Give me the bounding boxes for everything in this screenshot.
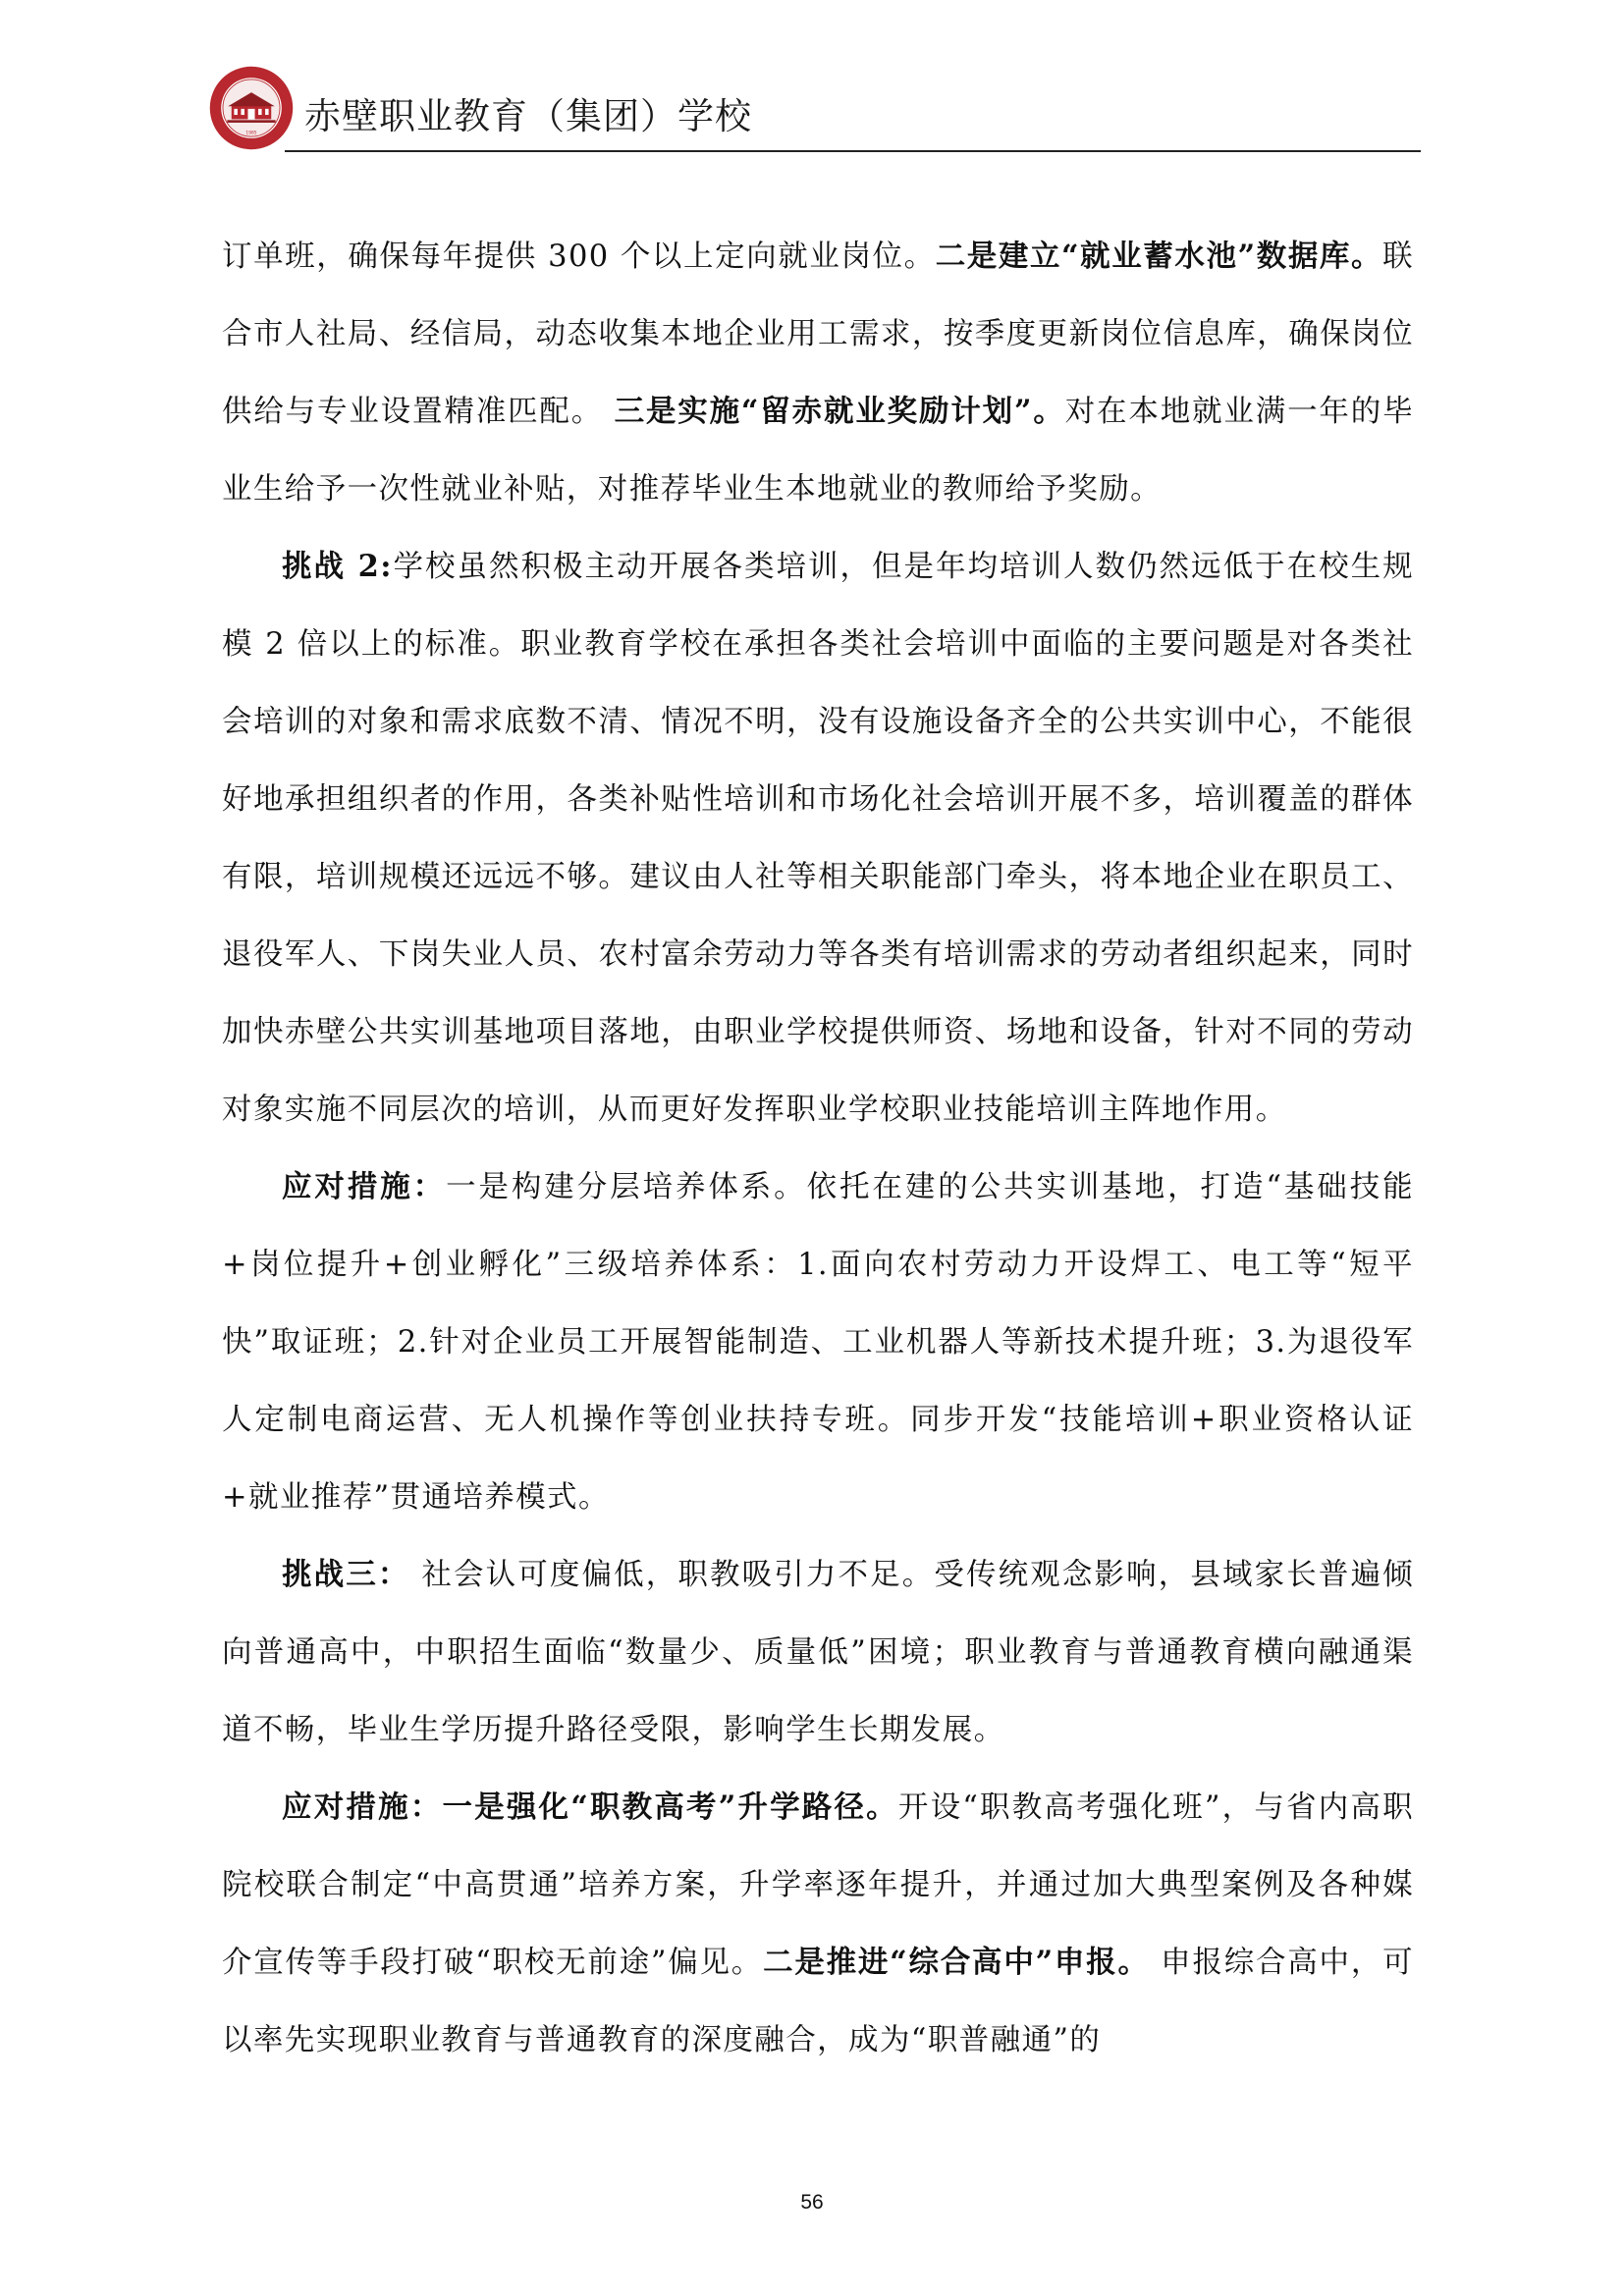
bold-text: 三是实施“留赤就业奖励计划”。	[614, 394, 1065, 429]
paragraph	[222, 528, 1414, 1148]
school-logo	[208, 65, 295, 151]
bold-text: 二是推进“综合高中”申报。	[763, 1945, 1150, 1980]
bold-text: 应对措施：	[282, 1169, 447, 1204]
paragraph	[222, 1769, 1414, 2079]
bold-text: 挑战三：	[282, 1557, 410, 1592]
svg-text:1985: 1985	[245, 131, 257, 136]
text-run: 社会认可度偏低，职教吸引力不足。受传统观念影响，县域家长普遍倾向普通高中，中职招生面临“数量少、质量低”困境；职业教育与普通教育横向融通渠道不畅，毕业生学历提升路径受限，影响学生长期发展。	[222, 1558, 1414, 1747]
text-run: 开设“职教高考强化班”，与省内高职院校联合制定“中高贯通”培养方案，升学率逐年提升，并通过加大典型案例及各种媒介宣传等手段打破“职校无前途”偏见。	[222, 1790, 1415, 1980]
paragraph	[222, 218, 1414, 528]
paragraph	[222, 1536, 1414, 1769]
text-run: 订单班，确保每年提供 300 个以上定向就业岗位。	[222, 240, 936, 274]
text-run: 申报综合高中，可以率先实现职业教育与普通教育的深度融合，成为“职普融通”的	[222, 1946, 1414, 2057]
text-run: 一是构建分层培养体系。依托在建的公共实训基地，打造“基础技能+岗位提升+创业孵化”三级培养体系：1.面向农村劳动力开设焊工、电工等“短平快”取证班；2.针对企业员工开展智能制造、工业机器人等新技术提升班；3.为退役军人定制电商运营、无人机操作等创业扶持专班。同步开发“技能培训+职业资格认证+就业推荐”贯通培养模式。	[222, 1170, 1414, 1515]
text-run: 对在本地就业满一年的毕业生给予一次性就业补贴，对推荐毕业生本地就业的教师给予奖励。	[222, 395, 1414, 507]
header-rule	[285, 150, 1421, 152]
school-name: 赤壁职业教育（集团）学校	[304, 95, 752, 137]
page-number: 56	[800, 2191, 824, 2214]
bold-text: 二是建立“就业蓄水池”数据库。	[935, 239, 1383, 274]
text-run: 联合市人社局、经信局，动态收集本地企业用工需求，按季度更新岗位信息库，确保岗位供给与专业设置精准匹配。	[222, 240, 1414, 429]
page-header	[208, 61, 1421, 159]
text-run: 学校虽然积极主动开展各类培训，但是年均培训人数仍然远低于在校生规模 2 倍以上的标准。职业教育学校在承担各类社会培训中面临的主要问题是对各类社会培训的对象和需求底数不清、情况不明，没有设施设备齐全的公共实训中心，不能很好地承担组织者的作用，各类补贴性培训和市场化社会培训开展不多，培训覆盖的群体有限，培训规模还远远不够。建议由人社等相关职能部门牵头，将本地企业在职员工、退役军人、下岗失业人员、农村富余劳动力等各类有培训需求的劳动者组织起来，同时加快赤壁公共实训基地项目落地，由职业学校提供师资、场地和设备，针对不同的劳动对象实施不同层次的培训，从而更好发挥职业学校职业技能培训主阵地作用。	[222, 550, 1414, 1127]
bold-text: 应对措施：一是强化“职教高考”升学路径。	[282, 1789, 898, 1825]
paragraph	[222, 1148, 1414, 1536]
document-body	[222, 218, 1414, 2079]
bold-text: 挑战 2:	[282, 549, 393, 584]
